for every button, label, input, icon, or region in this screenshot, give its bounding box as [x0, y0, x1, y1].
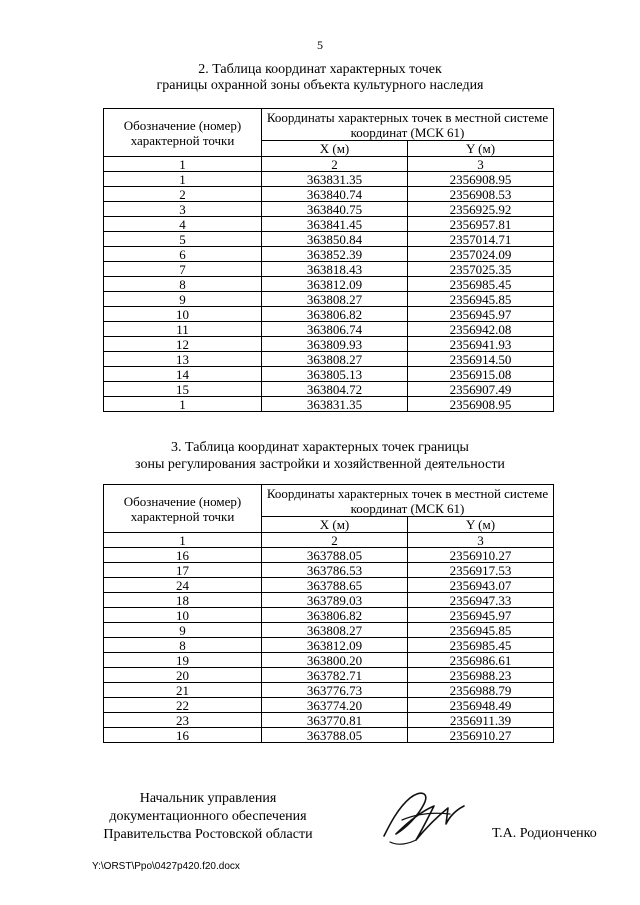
point-number: 24: [104, 578, 262, 593]
table1-header-coords: Координаты характерных точек в местной системе координат (МСК 61): [262, 109, 554, 141]
table-row: [104, 578, 554, 593]
y-coordinate: 2356925.92: [408, 202, 554, 217]
table-row: [104, 683, 554, 698]
table1-header-point: Обозначение (номер) характерной точки: [104, 109, 262, 157]
y-coordinate: 2356945.97: [408, 608, 554, 623]
table-row: [104, 232, 554, 247]
x-coordinate: 363852.39: [262, 247, 408, 262]
x-coordinate: 363808.27: [262, 352, 408, 367]
position-line3: Правительства Ростовской области: [103, 827, 313, 842]
x-coordinate: 363840.74: [262, 187, 408, 202]
y-coordinate: 2356957.81: [408, 217, 554, 232]
x-coordinate: 363789.03: [262, 593, 408, 608]
table2-index-1: 1: [104, 533, 262, 548]
table1-coordinates: [103, 108, 554, 412]
point-number: 21: [104, 683, 262, 698]
point-number: 10: [104, 307, 262, 322]
point-number: 8: [104, 638, 262, 653]
y-coordinate: 2356911.39: [408, 713, 554, 728]
x-coordinate: 363774.20: [262, 698, 408, 713]
y-coordinate: 2357014.71: [408, 232, 554, 247]
point-number: 12: [104, 337, 262, 352]
y-coordinate: 2356948.49: [408, 698, 554, 713]
point-number: 9: [104, 623, 262, 638]
point-number: 14: [104, 367, 262, 382]
x-coordinate: 363812.09: [262, 277, 408, 292]
x-coordinate: 363782.71: [262, 668, 408, 683]
table2-header-point: Обозначение (номер) характерной точки: [104, 485, 262, 533]
y-coordinate: 2356988.79: [408, 683, 554, 698]
y-coordinate: 2356910.27: [408, 728, 554, 743]
point-number: 16: [104, 728, 262, 743]
table-row: [104, 217, 554, 232]
table1-index-2: 2: [262, 157, 408, 172]
table1-header-x: X (м): [262, 141, 408, 157]
table2-index-2: 2: [262, 533, 408, 548]
position-line1: Начальник управления: [139, 791, 277, 806]
point-number: 15: [104, 382, 262, 397]
table1-index-3: 3: [408, 157, 554, 172]
x-coordinate: 363788.05: [262, 548, 408, 563]
table-row: [104, 277, 554, 292]
x-coordinate: 363788.65: [262, 578, 408, 593]
table-row: [104, 382, 554, 397]
y-coordinate: 2356945.85: [408, 292, 554, 307]
x-coordinate: 363786.53: [262, 563, 408, 578]
table-row: [104, 668, 554, 683]
table-row: [104, 548, 554, 563]
y-coordinate: 2356985.45: [408, 277, 554, 292]
table2-index-3: 3: [408, 533, 554, 548]
table-row: [104, 367, 554, 382]
table1-index-1: 1: [104, 157, 262, 172]
point-number: 6: [104, 247, 262, 262]
point-number: 7: [104, 262, 262, 277]
table-row: [104, 322, 554, 337]
table2-title-line1: 3. Таблица координат характерных точек границы: [171, 440, 469, 455]
point-number: 11: [104, 322, 262, 337]
table-row: [104, 713, 554, 728]
y-coordinate: 2357025.35: [408, 262, 554, 277]
y-coordinate: 2356908.95: [408, 397, 554, 412]
table2-header-y: Y (м): [408, 517, 554, 533]
point-number: 22: [104, 698, 262, 713]
signatory-position: [88, 790, 328, 844]
y-coordinate: 2356908.53: [408, 187, 554, 202]
point-number: 4: [104, 217, 262, 232]
y-coordinate: 2357024.09: [408, 247, 554, 262]
x-coordinate: 363812.09: [262, 638, 408, 653]
point-number: 10: [104, 608, 262, 623]
point-number: 23: [104, 713, 262, 728]
table1-body: [104, 172, 554, 412]
table-row: [104, 292, 554, 307]
x-coordinate: 363804.72: [262, 382, 408, 397]
table-row: [104, 593, 554, 608]
handwritten-signature: [376, 784, 470, 850]
table2-title-line2: зоны регулирования застройки и хозяйственной деятельности: [135, 457, 505, 472]
table-row: [104, 247, 554, 262]
y-coordinate: 2356915.08: [408, 367, 554, 382]
position-line2: документационного обеспечения: [109, 809, 307, 824]
x-coordinate: 363805.13: [262, 367, 408, 382]
y-coordinate: 2356941.93: [408, 337, 554, 352]
table-row: [104, 608, 554, 623]
x-coordinate: 363776.73: [262, 683, 408, 698]
table-row: [104, 352, 554, 367]
point-number: 2: [104, 187, 262, 202]
y-coordinate: 2356942.08: [408, 322, 554, 337]
x-coordinate: 363841.45: [262, 217, 408, 232]
y-coordinate: 2356908.95: [408, 172, 554, 187]
y-coordinate: 2356947.33: [408, 593, 554, 608]
x-coordinate: 363800.20: [262, 653, 408, 668]
table-row: [104, 307, 554, 322]
point-number: 13: [104, 352, 262, 367]
table-row: [104, 397, 554, 412]
table-row: [104, 187, 554, 202]
table2-header-coords: Координаты характерных точек в местной системе координат (МСК 61): [262, 485, 554, 517]
y-coordinate: 2356986.61: [408, 653, 554, 668]
point-number: 9: [104, 292, 262, 307]
x-coordinate: 363806.82: [262, 307, 408, 322]
point-number: 17: [104, 563, 262, 578]
table-row: [104, 202, 554, 217]
table-row: [104, 623, 554, 638]
page-number: 5: [317, 38, 323, 52]
x-coordinate: 363770.81: [262, 713, 408, 728]
point-number: 3: [104, 202, 262, 217]
signatory-name: Т.А. Родионченко: [492, 826, 597, 841]
table-row: [104, 653, 554, 668]
x-coordinate: 363808.27: [262, 623, 408, 638]
x-coordinate: 363831.35: [262, 172, 408, 187]
y-coordinate: 2356914.50: [408, 352, 554, 367]
point-number: 19: [104, 653, 262, 668]
x-coordinate: 363788.05: [262, 728, 408, 743]
point-number: 1: [104, 397, 262, 412]
point-number: 1: [104, 172, 262, 187]
x-coordinate: 363818.43: [262, 262, 408, 277]
table-row: [104, 698, 554, 713]
x-coordinate: 363850.84: [262, 232, 408, 247]
point-number: 5: [104, 232, 262, 247]
table-row: [104, 563, 554, 578]
table-row: [104, 728, 554, 743]
table-row: [104, 262, 554, 277]
table2-header-x: X (м): [262, 517, 408, 533]
table-row: [104, 638, 554, 653]
y-coordinate: 2356907.49: [408, 382, 554, 397]
y-coordinate: 2356945.85: [408, 623, 554, 638]
table-row: [104, 172, 554, 187]
y-coordinate: 2356985.45: [408, 638, 554, 653]
table1-title-line2: границы охранной зоны объекта культурного наследия: [156, 78, 484, 93]
point-number: 16: [104, 548, 262, 563]
y-coordinate: 2356910.27: [408, 548, 554, 563]
x-coordinate: 363840.75: [262, 202, 408, 217]
x-coordinate: 363831.35: [262, 397, 408, 412]
point-number: 18: [104, 593, 262, 608]
table2-coordinates: [103, 484, 554, 743]
file-path: Y:\ORST\Ppo\0427p420.f20.docx: [92, 861, 240, 872]
y-coordinate: 2356988.23: [408, 668, 554, 683]
x-coordinate: 363806.74: [262, 322, 408, 337]
table-row: [104, 337, 554, 352]
y-coordinate: 2356917.53: [408, 563, 554, 578]
table1-title-line1: 2. Таблица координат характерных точек: [198, 62, 442, 77]
table2-body: [104, 548, 554, 743]
table1-header-y: Y (м): [408, 141, 554, 157]
point-number: 20: [104, 668, 262, 683]
x-coordinate: 363808.27: [262, 292, 408, 307]
y-coordinate: 2356945.97: [408, 307, 554, 322]
x-coordinate: 363806.82: [262, 608, 408, 623]
x-coordinate: 363809.93: [262, 337, 408, 352]
y-coordinate: 2356943.07: [408, 578, 554, 593]
point-number: 8: [104, 277, 262, 292]
